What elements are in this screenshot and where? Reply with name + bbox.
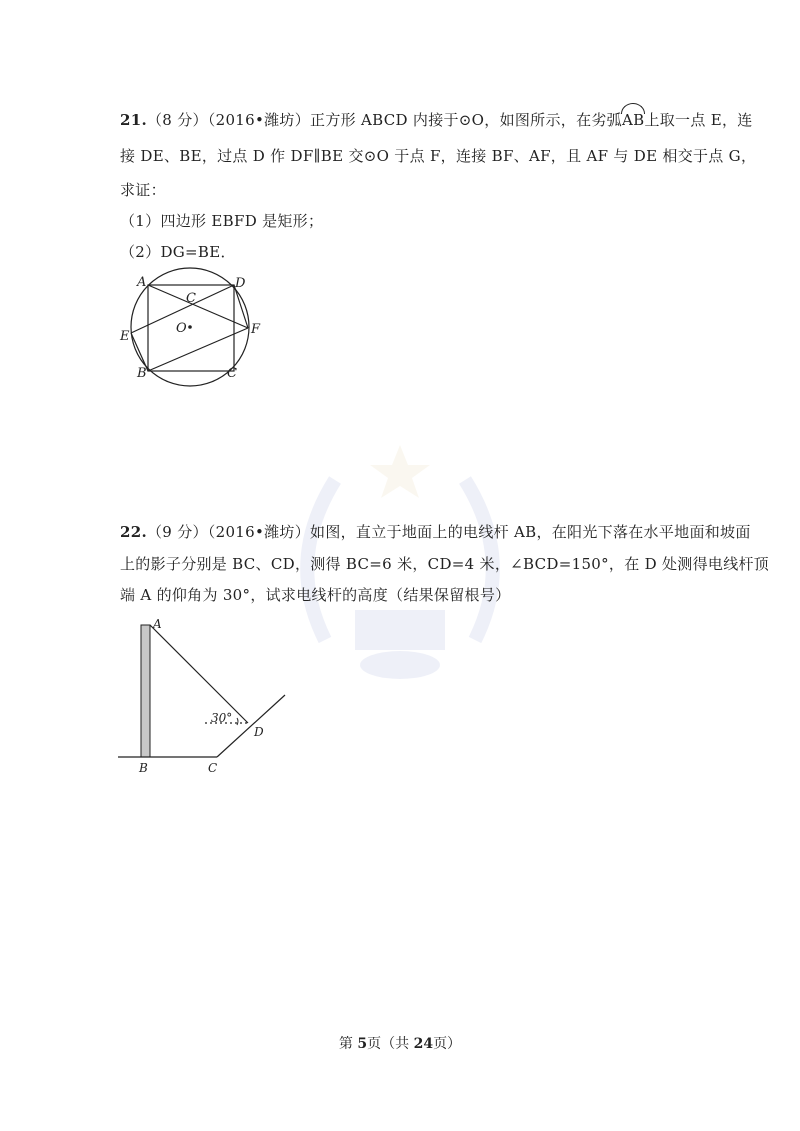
label-a: A — [153, 617, 162, 631]
page-number: 5 — [357, 1036, 368, 1052]
sight-line-ad — [150, 625, 248, 723]
label-f: F — [251, 322, 261, 337]
q21-number: 21. — [120, 111, 147, 129]
total-pages: 24 — [413, 1036, 434, 1052]
q21-text-b: 上取一点 E，连 — [644, 111, 753, 129]
q21-part-1: （1）四边形 EBFD 是矩形； — [120, 212, 324, 230]
arc-ab: AB — [621, 111, 645, 129]
q22-line-3: 端 A 的仰角为 30°，试求电线杆的高度（结果保留根号） — [120, 586, 511, 604]
slope-cd — [217, 695, 285, 757]
label-c: C — [208, 761, 218, 775]
label-a: A — [137, 275, 147, 290]
label-o: O — [176, 321, 187, 336]
q21-figure — [115, 270, 275, 390]
q21-text-a: （8 分）（2016•潍坊）正方形 ABCD 内接于⊙O，如图所示，在劣弧 — [147, 111, 622, 129]
q22-line-1 — [120, 522, 751, 542]
footer-prefix: 第 — [338, 1036, 358, 1052]
label-d: D — [254, 725, 264, 739]
label-b: B — [139, 761, 148, 775]
angle-arc — [237, 718, 238, 725]
q21-line-3: 求证： — [120, 181, 166, 199]
label-c: C — [227, 366, 237, 381]
q22-figure — [115, 615, 295, 775]
q22-text-1: （9 分）（2016•潍坊）如图，直立于地面上的电线杆 AB，在阳光下落在水平地面和坡面 — [147, 523, 751, 541]
segment-bf — [148, 328, 248, 371]
footer-middle: 页（共 — [367, 1036, 414, 1052]
segment-af — [148, 285, 248, 328]
q21-part-2: （2）DG=BE． — [120, 243, 236, 261]
page-footer — [0, 1033, 800, 1053]
footer-suffix: 页） — [433, 1036, 462, 1052]
label-angle: 30° — [211, 711, 233, 725]
center-dot — [188, 325, 192, 329]
q21-line-2: 接 DE、BE，过点 D 作 DF∥BE 交⊙O 于点 F，连接 BF、AF，且 AF 与 DE 相交于点 G， — [120, 147, 757, 165]
pole-ab — [141, 625, 150, 757]
label-d: D — [235, 276, 246, 291]
q22-line-2: 上的影子分别是 BC、CD，测得 BC=6 米，CD=4 米，∠BCD=150°，在 D 处测得电线杆顶 — [120, 555, 770, 573]
q21-line-1 — [120, 110, 753, 130]
label-b: B — [137, 366, 147, 381]
label-c-top: C — [186, 291, 196, 306]
q22-number: 22. — [120, 523, 147, 541]
label-e: E — [120, 329, 130, 344]
